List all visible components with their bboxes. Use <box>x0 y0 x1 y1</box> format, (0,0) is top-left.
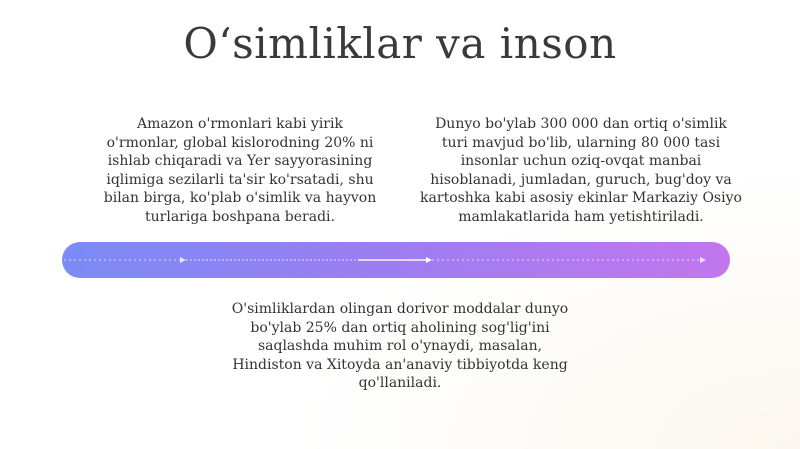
slide-title: O‘simliklar va inson <box>183 19 617 68</box>
timeline-bar <box>62 242 730 278</box>
timeline-arrow-1 <box>180 257 186 263</box>
text-block-forests: Amazon o'rmonlari kabi yirik o'rmonlar, global kislorodning 20% ni ishlab chiqaradi va Yer sayyorasining iqlimiga sezilarli ta'sir ko'rsatadi, shu bilan birga, ko'plab o'simlik va hayvon turlariga boshpana beradi. <box>103 116 377 225</box>
text-block-species: Dunyo bo'ylab 300 000 dan ortiq o'simlik turi mavjud bo'lib, ularning 80 000 tasi insonlar uchun oziq-ovqat manbai hisoblanadi, jumladan, guruch, bug'doy va kartoshka kabi asosiy ekinlar Markaziy Osiyo mamlakatlarida ham yetishtiriladi. <box>420 116 742 225</box>
timeline-arrow-2 <box>426 257 432 263</box>
text-block-medicine: O'simliklardan olingan dorivor moddalar dunyo bo'ylab 25% dan ortiq aholining sog'lig'ini saqlashda muhim rol o'ynaydi, masalan, Hindiston va Xitoyda an'anaviy tibbiyotda keng qo'llaniladi. <box>231 301 569 391</box>
timeline-arrows <box>62 242 730 278</box>
timeline-arrow-3 <box>700 257 706 263</box>
